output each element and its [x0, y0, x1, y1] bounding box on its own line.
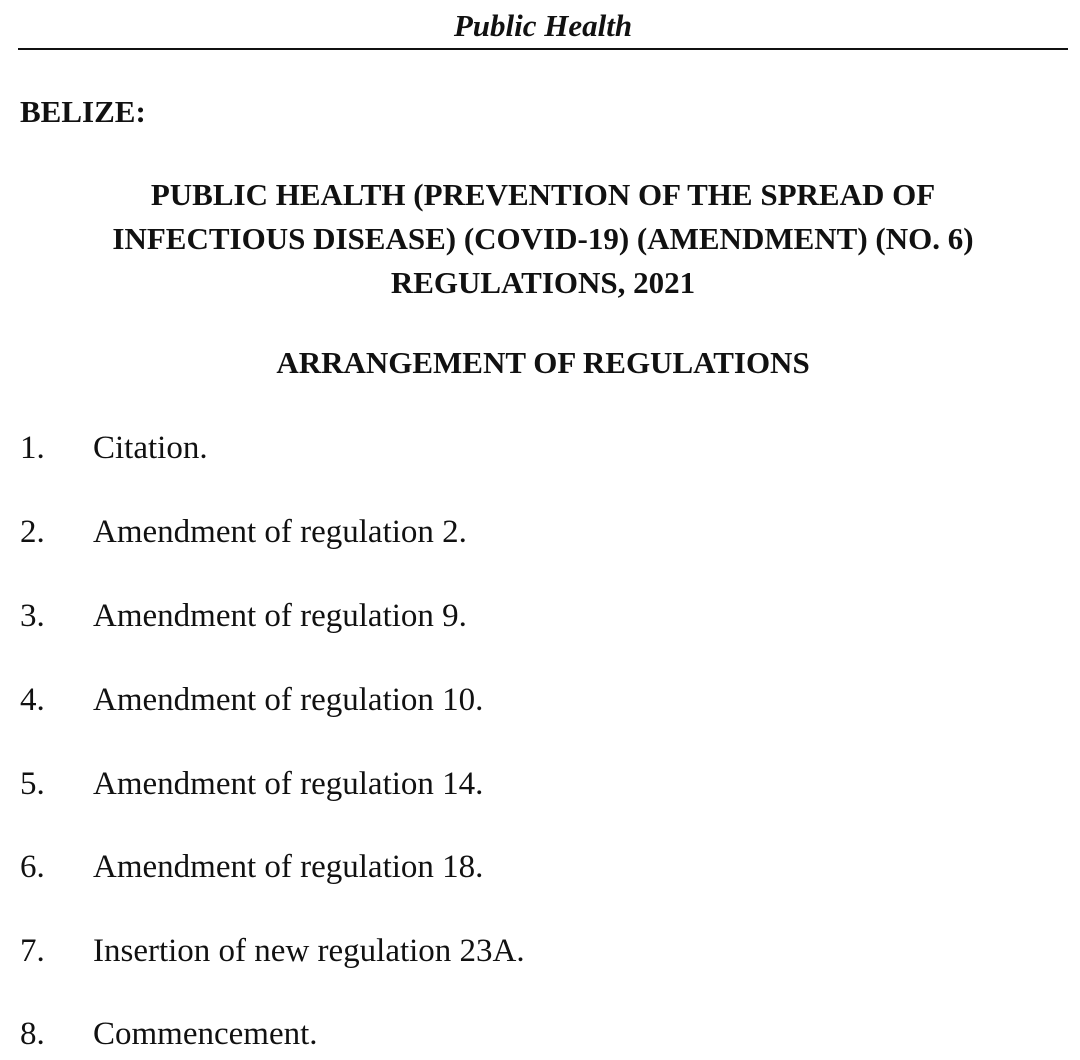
toc-item — [20, 929, 525, 973]
toc-item — [20, 510, 467, 554]
arrangement-heading: ARRANGEMENT OF REGULATIONS — [276, 345, 810, 380]
toc-item-number: 3. — [20, 598, 45, 634]
toc-item — [20, 845, 483, 889]
toc-item — [20, 762, 483, 806]
toc-item-label: Commencement. — [93, 1016, 318, 1052]
toc-item-number: 6. — [20, 849, 45, 885]
running-head: Public Health — [453, 8, 633, 43]
toc-item-label: Amendment of regulation 18. — [93, 849, 484, 885]
toc-item-number: 5. — [20, 766, 45, 802]
toc-item-number: 4. — [20, 682, 45, 718]
toc-item-number: 8. — [20, 1016, 45, 1052]
title-line: PUBLIC HEALTH (PREVENTION OF THE SPREAD OF — [150, 177, 936, 212]
toc-item — [20, 594, 467, 638]
toc-item — [20, 1012, 318, 1056]
toc-item-label: Citation. — [93, 430, 208, 466]
jurisdiction-label: BELIZE: — [20, 94, 146, 129]
toc-item-label: Amendment of regulation 10. — [93, 682, 484, 718]
toc-item-label: Amendment of regulation 2. — [93, 514, 467, 550]
toc-item — [20, 678, 483, 722]
title-line: REGULATIONS, 2021 — [390, 265, 696, 300]
toc-item-number: 1. — [20, 430, 45, 466]
toc-item — [20, 426, 208, 470]
title-line: INFECTIOUS DISEASE) (COVID-19) (AMENDMENT) (NO. 6) — [112, 221, 974, 256]
toc-item-number: 2. — [20, 514, 45, 550]
toc-item-label: Amendment of regulation 9. — [93, 598, 467, 634]
toc-item-label: Amendment of regulation 14. — [93, 766, 484, 802]
toc-item-label: Insertion of new regulation 23A. — [93, 933, 525, 969]
toc-item-number: 7. — [20, 933, 45, 969]
